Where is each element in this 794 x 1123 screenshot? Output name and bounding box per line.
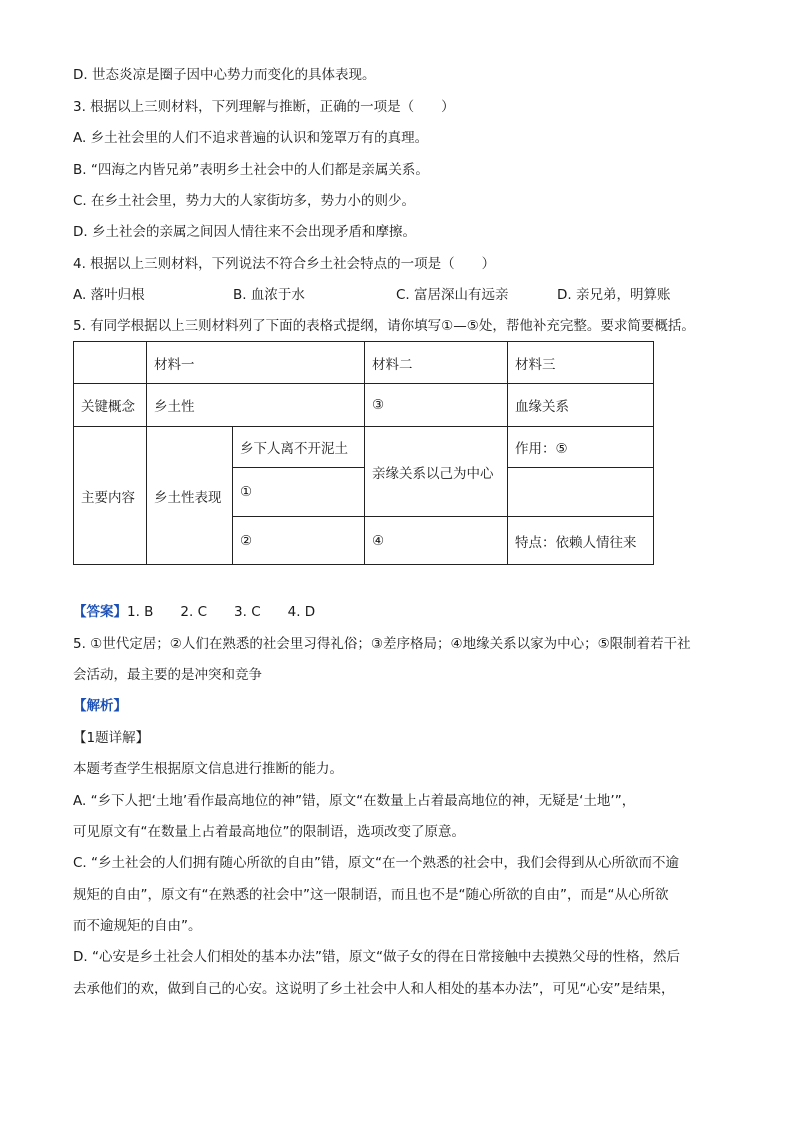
header-material-3: 材料三 <box>508 342 654 384</box>
analysis-line-5: 而不逾规矩的自由”。 <box>73 918 202 934</box>
q3-option-b: B. “四海之内皆兄弟”表明乡土社会中的人们都是亲属关系。 <box>73 162 429 178</box>
cell-feature-1: 乡下人离不开泥土 <box>233 427 365 468</box>
row-label-main-content: 主要内容 <box>74 427 147 565</box>
header-material-1: 材料一 <box>147 342 365 384</box>
q3-option-a: A. 乡土社会里的人们不追求普遍的认识和笼罩万有的真理。 <box>73 130 429 146</box>
cell-feature-3: ② <box>233 517 365 565</box>
analysis-line-1: A. “乡下人把‘土地’看作最高地位的神”错，原文“在数量上占着最高地位的神，无疑是‘土地’”， <box>73 793 636 809</box>
q4-option-d: D. 亲兄弟，明算账 <box>557 287 671 303</box>
cell-material3-blank <box>508 468 654 517</box>
answer-label: 【答案】 <box>73 604 127 620</box>
cell-key-concept-1: 乡土性 <box>147 384 365 427</box>
q4-option-a: A. 落叶归根 <box>73 287 145 303</box>
header-material-2: 材料二 <box>365 342 508 384</box>
cell-key-concept-3: 血缘关系 <box>508 384 654 427</box>
cell-key-concept-2: ③ <box>365 384 508 427</box>
cell-rural-features: 乡土性表现 <box>147 427 233 565</box>
cell-kinship-center: 亲缘关系以己为中心 <box>365 427 508 517</box>
q4-stem: 4. 根据以上三则材料，下列说法不符合乡土社会特点的一项是（ ） <box>73 256 496 272</box>
answer-q5-line1: 5. ①世代定居；②人们在熟悉的社会里习得礼俗；③差序格局；④地缘关系以家为中心；⑤限制着若干社 <box>73 636 691 652</box>
analysis-line-3: C. “乡土社会的人们拥有随心所欲的自由”错，原文“在一个熟悉的社会中，我们会得到从心所欲而不逾 <box>73 855 679 871</box>
row-label-key-concept: 关键概念 <box>74 384 147 427</box>
outline-table <box>73 341 654 565</box>
cell-characteristic: 特点：依赖人情往来 <box>508 517 654 565</box>
analysis-line-6: D. “心安是乡土社会人们相处的基本办法”错，原文“做子女的得在日常接触中去摸熟父母的性格，然后 <box>73 949 680 965</box>
table-corner-cell <box>74 342 147 384</box>
q4-option-b: B. 血浓于水 <box>233 287 305 303</box>
analysis-line-4: 规矩的自由”，原文有“在熟悉的社会中”这一限制语，而且也不是“随心所欲的自由”，而是“从心所欲 <box>73 887 669 903</box>
table-row <box>74 384 654 427</box>
answer-choices: 1. B 2. C 3. C 4. D <box>127 604 316 620</box>
cell-blank-4: ④ <box>365 517 508 565</box>
q5-stem: 5. 有同学根据以上三则材料列了下面的表格式提纲，请你填写①—⑤处，帮他补充完整。要求简要概括。 <box>73 318 695 334</box>
cell-function: 作用：⑤ <box>508 427 654 468</box>
cell-feature-2: ① <box>233 468 365 517</box>
q2-option-d: D. 世态炎凉是圈子因中心势力而变化的具体表现。 <box>73 67 376 83</box>
q3-option-c: C. 在乡土社会里，势力大的人家街坊多，势力小的则少。 <box>73 193 416 209</box>
q4-option-c: C. 富居深山有远亲 <box>396 287 509 303</box>
table-row <box>74 342 654 384</box>
analysis-intro: 本题考查学生根据原文信息进行推断的能力。 <box>73 761 343 777</box>
q3-option-d: D. 乡土社会的亲属之间因人情往来不会出现矛盾和摩擦。 <box>73 224 416 240</box>
analysis-label: 【解析】 <box>73 698 127 714</box>
analysis-line-2: 可见原文有“在数量上占着最高地位”的限制语，选项改变了原意。 <box>73 824 465 840</box>
table-row <box>74 427 654 468</box>
q3-stem: 3. 根据以上三则材料，下列理解与推断，正确的一项是（ ） <box>73 99 455 115</box>
analysis-line-7: 去承他们的欢，做到自己的心安。这说明了乡土社会中人和人相处的基本办法”，可见“心安”是结果， <box>73 981 675 997</box>
answer-line <box>73 603 315 621</box>
answer-q5-line2: 会活动，最主要的是冲突和竞争 <box>73 667 262 683</box>
analysis-subheading: 【1题详解】 <box>73 730 150 746</box>
